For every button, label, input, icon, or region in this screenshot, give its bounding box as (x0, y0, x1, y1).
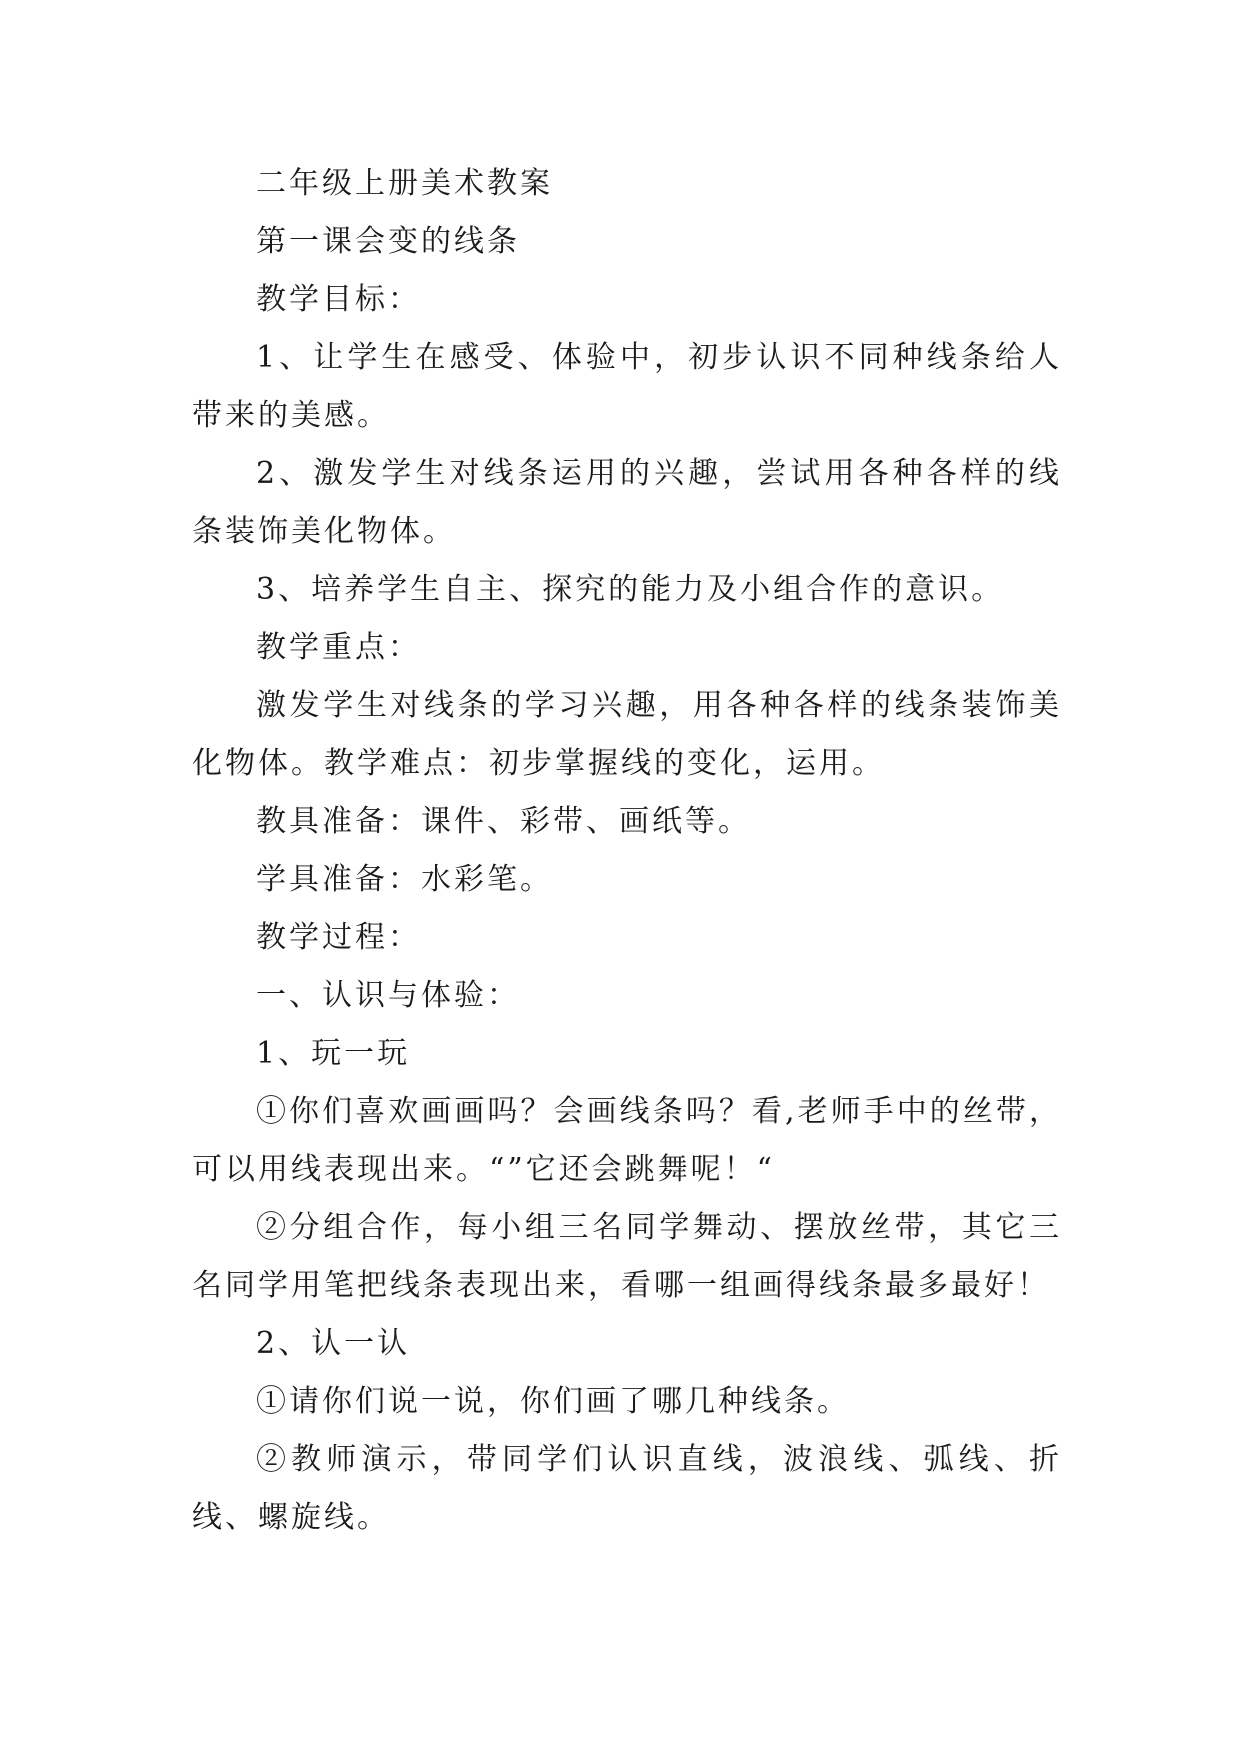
teacher-materials: 教具准备：课件、彩带、画纸等。 (256, 804, 751, 839)
student-materials: 学具准备：水彩笔。 (256, 862, 553, 897)
section-heading-key-points: 教学重点： (256, 630, 421, 665)
process-step-heading: 一、认识与体验： (256, 978, 520, 1013)
section-heading-process: 教学过程： (256, 920, 421, 955)
activity-heading: 1、玩一玩 (256, 1036, 411, 1071)
objective-item: 2、激发学生对线条运用的兴趣，尝试用各种各样的线条装饰美化物体。 (192, 456, 1062, 549)
activity-heading: 2、认一认 (256, 1326, 411, 1361)
section-heading-objectives: 教学目标： (256, 282, 421, 317)
document-body (192, 155, 1062, 1547)
objective-item: 3、培养学生自主、探究的能力及小组合作的意识。 (256, 572, 1005, 607)
key-points-paragraph: 激发学生对线条的学习兴趣，用各种各样的线条装饰美化物体。教学难点：初步掌握线的变化，运用。 (192, 688, 1062, 781)
objective-item: 1、让学生在感受、体验中，初步认识不同种线条给人带来的美感。 (192, 340, 1062, 433)
activity-item: ②分组合作，每小组三名同学舞动、摆放丝带，其它三名同学用笔把线条表现出来，看哪一组画得线条最多最好！ (192, 1210, 1062, 1303)
activity-item: ②教师演示，带同学们认识直线，波浪线、弧线、折线、螺旋线。 (192, 1442, 1062, 1535)
activity-item: ①请你们说一说，你们画了哪几种线条。 (256, 1384, 850, 1419)
document-title: 二年级上册美术教案 (256, 166, 553, 201)
activity-item: ①你们喜欢画画吗？会画线条吗？看,老师手中的丝带，可以用线表现出来。“”它还会跳舞呢！“ (192, 1094, 1062, 1187)
lesson-title: 第一课会变的线条 (256, 224, 520, 259)
